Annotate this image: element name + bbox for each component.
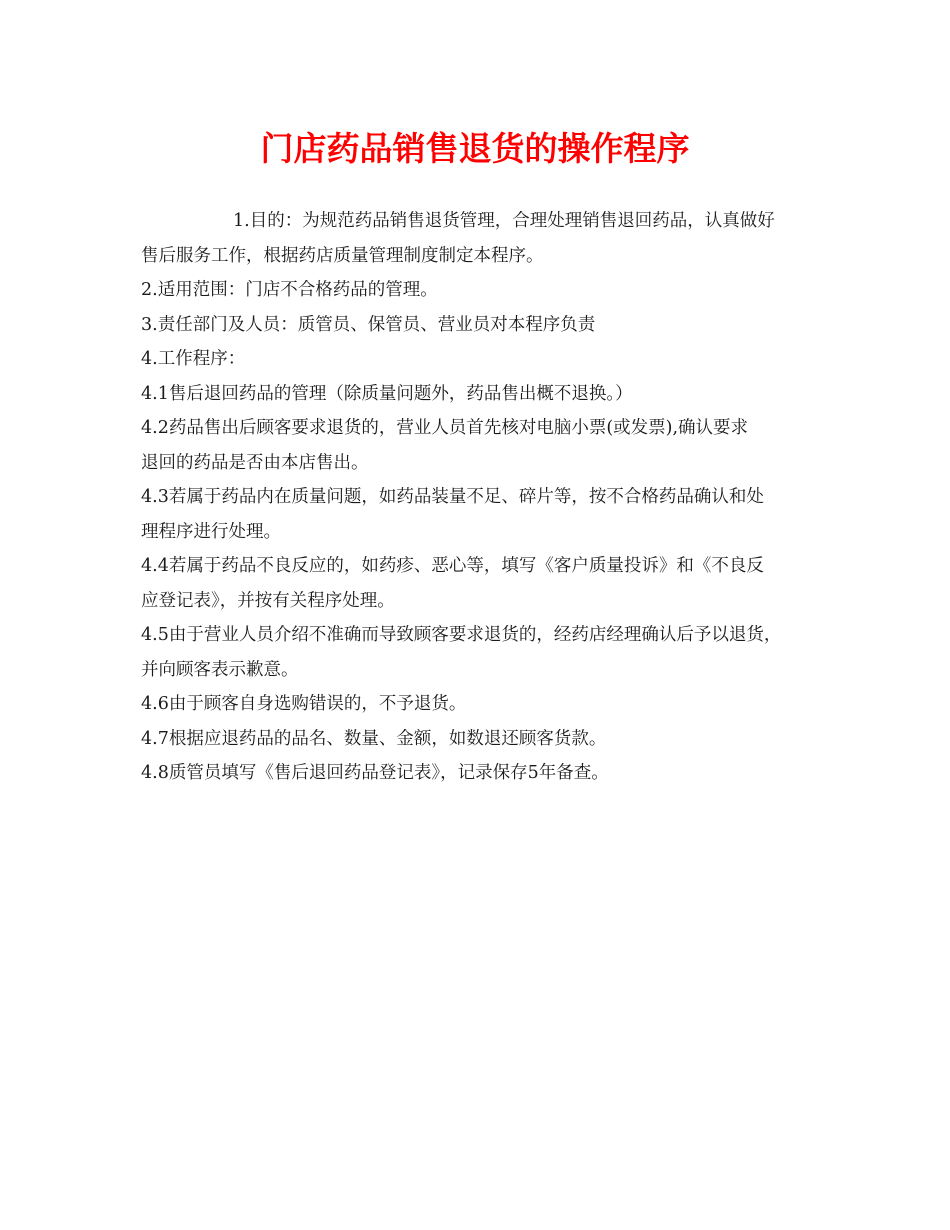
- document-title: 门店药品销售退货的操作程序: [260, 129, 690, 168]
- paragraph-4-5: [141, 618, 821, 687]
- text-line: 4.3若属于药品内在质量问题，如药品装量不足、碎片等，按不合格药品确认和处: [141, 487, 764, 507]
- paragraph-scope: [141, 273, 821, 308]
- paragraph-procedure-heading: [141, 342, 821, 377]
- text-line: 3.责任部门及人员：质管员、保管员、营业员对本程序负责: [141, 314, 596, 335]
- text-line: 应登记表》，并按有关程序处理。: [141, 590, 395, 611]
- paragraph-4-7: [141, 722, 821, 757]
- text-line: 2.适用范围：门店不合格药品的管理。: [141, 280, 438, 300]
- paragraph-4-4: [141, 549, 821, 618]
- paragraph-4-3: [141, 480, 821, 549]
- text-line: 4.1售后退回药品的管理（除质量问题外，药品售出概不退换。）: [141, 383, 633, 404]
- text-line: 4.7根据应退药品的品名、数量、金额，如数退还顾客货款。: [141, 728, 607, 749]
- text-line: 1.目的：为规范药品销售退货管理，合理处理销售退回药品，认真做好: [233, 211, 775, 231]
- text-line: 4.2药品售出后顾客要求退货的，营业人员首先核对电脑小票(或发票),确认要求: [141, 418, 749, 438]
- text-line: 售后服务工作，根据药店质量管理制度制定本程序。: [141, 245, 544, 266]
- paragraph-4-2: [141, 411, 821, 480]
- text-line: 退回的药品是否由本店售出。: [141, 452, 369, 473]
- text-line: 理程序进行处理。: [141, 521, 281, 542]
- text-line: 4.工作程序：: [141, 349, 246, 369]
- paragraph-4-8: [141, 756, 821, 791]
- text-line: 并向顾客表示歉意。: [141, 659, 299, 680]
- text-line: 4.6由于顾客自身选购错误的，不予退货。: [141, 694, 467, 714]
- paragraph-purpose: [141, 204, 821, 273]
- text-line: 4.4若属于药品不良反应的，如药疹、恶心等，填写《客户质量投诉》和《不良反: [141, 556, 764, 576]
- text-line: 4.8质管员填写《售后退回药品登记表》，记录保存5年备查。: [141, 763, 609, 783]
- paragraph-4-1: [141, 377, 821, 412]
- text-line: 4.5由于营业人员介绍不准确而导致顾客要求退货的，经药店经理确认后予以退货，: [141, 625, 782, 645]
- document-body: [141, 204, 821, 791]
- paragraph-responsibility: [141, 308, 821, 343]
- paragraph-4-6: [141, 687, 821, 722]
